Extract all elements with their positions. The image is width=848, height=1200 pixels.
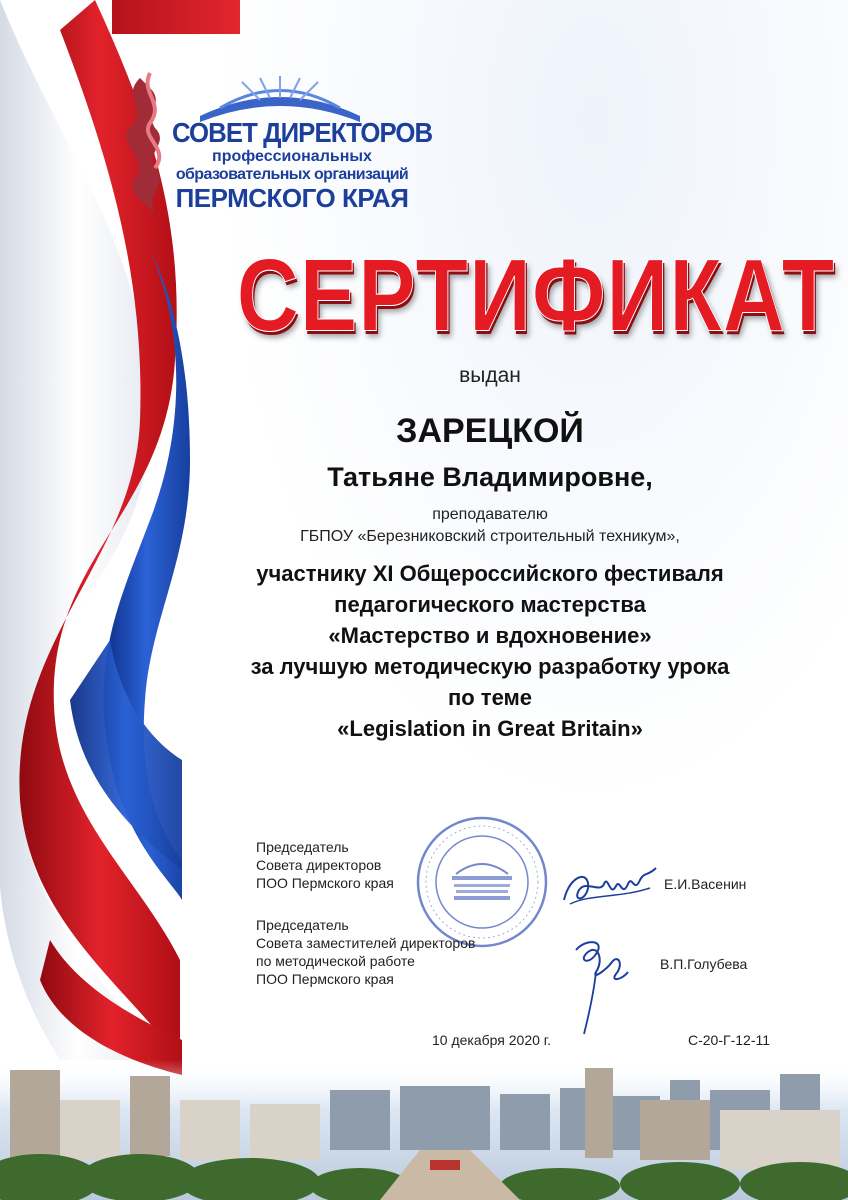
signature-2 bbox=[566, 930, 636, 1040]
signatory-2-line: ПОО Пермского края bbox=[256, 971, 394, 987]
recipient-surname: ЗАРЕЦКОЙ bbox=[396, 412, 584, 450]
description-line: педагогического мастерства bbox=[334, 592, 646, 617]
certificate-number: С-20-Г-12-11 bbox=[688, 1032, 771, 1048]
signatory-2-name: В.П.Голубева bbox=[660, 956, 748, 972]
recipient-role: преподавателю bbox=[432, 506, 548, 523]
signatory-1-line: Совета директоров bbox=[256, 857, 382, 873]
signatory-2-title bbox=[256, 916, 475, 988]
certificate-title: СЕРТИФИКАТ bbox=[236, 237, 836, 353]
signatory-2-line: Председатель bbox=[256, 917, 349, 933]
signatory-1-line: ПОО Пермского края bbox=[256, 875, 394, 891]
signatory-1-line: Председатель bbox=[256, 839, 349, 855]
logo-line-3: образовательных организаций bbox=[175, 166, 409, 183]
description-line: участнику XI Общероссийского фестиваля bbox=[256, 561, 724, 586]
description-line: «Legislation in Great Britain» bbox=[337, 716, 643, 741]
issue-date: 10 декабря 2020 г. bbox=[432, 1032, 552, 1048]
signatory-2-line: по методической работе bbox=[256, 953, 415, 969]
description-line: «Мастерство и вдохновение» bbox=[328, 623, 652, 648]
issued-label: выдан bbox=[459, 364, 521, 387]
top-red-strip bbox=[112, 0, 240, 34]
signature-1 bbox=[560, 864, 660, 910]
award-description bbox=[200, 558, 780, 744]
logo-line-2: профессиональных bbox=[212, 148, 372, 165]
city-panorama-image bbox=[0, 1060, 848, 1200]
recipient-organization: ГБПОУ «Березниковский строительный техникум», bbox=[300, 528, 680, 545]
signatory-1-name: Е.И.Васенин bbox=[664, 876, 747, 892]
description-line: за лучшую методическую разработку урока bbox=[250, 654, 730, 679]
signatory-1-title bbox=[256, 838, 394, 892]
signatory-2-line: Совета заместителей директоров bbox=[256, 935, 476, 951]
recipient-name: Татьяне Владимировне, bbox=[327, 462, 653, 492]
description-line: по теме bbox=[447, 685, 533, 710]
logo-line-1: СОВЕТ ДИРЕКТОРОВ bbox=[172, 117, 433, 148]
logo-text bbox=[172, 117, 433, 213]
logo-line-4: ПЕРМСКОГО КРАЯ bbox=[175, 183, 409, 213]
